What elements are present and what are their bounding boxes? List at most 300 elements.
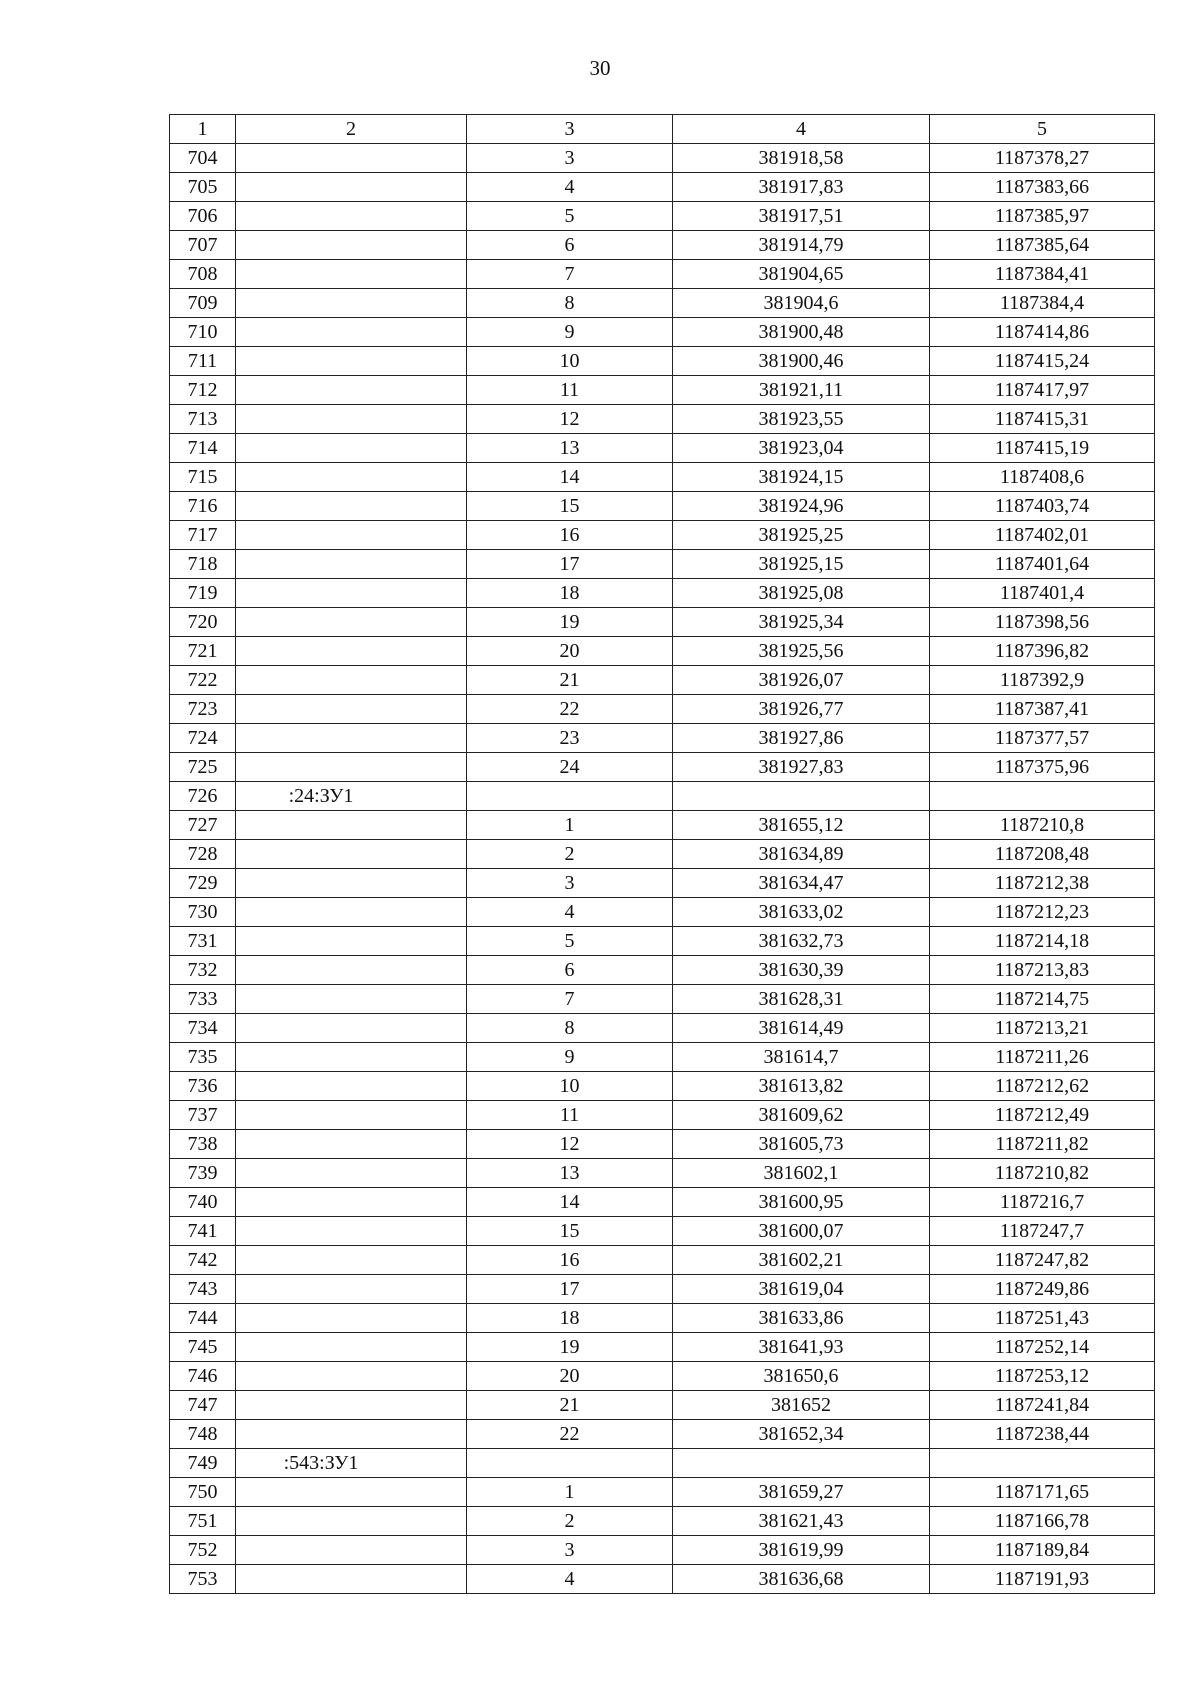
table-row (170, 1130, 1155, 1159)
row-number-cell: 707 (170, 231, 236, 260)
y-coordinate-cell: 1187403,74 (930, 492, 1155, 521)
y-coordinate-cell: 1187398,56 (930, 608, 1155, 637)
parcel-label-cell (236, 260, 467, 289)
table-row (170, 753, 1155, 782)
y-coordinate-cell: 1187211,82 (930, 1130, 1155, 1159)
y-coordinate-cell: 1187189,84 (930, 1536, 1155, 1565)
x-coordinate-cell: 381655,12 (673, 811, 930, 840)
table-row (170, 1304, 1155, 1333)
x-coordinate-cell: 381923,55 (673, 405, 930, 434)
parcel-label-cell (236, 318, 467, 347)
y-coordinate-cell: 1187249,86 (930, 1275, 1155, 1304)
table-row (170, 1565, 1155, 1594)
parcel-label-cell (236, 1246, 467, 1275)
point-number-cell: 18 (467, 579, 673, 608)
row-number-cell: 717 (170, 521, 236, 550)
x-coordinate-cell: 381630,39 (673, 956, 930, 985)
parcel-label-cell (236, 1072, 467, 1101)
row-number-cell: 739 (170, 1159, 236, 1188)
point-number-cell: 13 (467, 1159, 673, 1188)
point-number-cell: 17 (467, 550, 673, 579)
y-coordinate-cell: 1187401,64 (930, 550, 1155, 579)
table-row (170, 260, 1155, 289)
point-number-cell: 4 (467, 898, 673, 927)
x-coordinate-cell: 381619,99 (673, 1536, 930, 1565)
y-coordinate-cell (930, 782, 1155, 811)
point-number-cell: 19 (467, 1333, 673, 1362)
row-number-cell: 731 (170, 927, 236, 956)
parcel-label-cell (236, 434, 467, 463)
y-coordinate-cell: 1187212,49 (930, 1101, 1155, 1130)
point-number-cell: 14 (467, 463, 673, 492)
table-body (170, 144, 1155, 1594)
parcel-label-cell (236, 753, 467, 782)
table-row (170, 1536, 1155, 1565)
y-coordinate-cell: 1187377,57 (930, 724, 1155, 753)
y-coordinate-cell (930, 1449, 1155, 1478)
row-number-cell: 716 (170, 492, 236, 521)
parcel-label-cell (236, 1507, 467, 1536)
point-number-cell: 9 (467, 318, 673, 347)
y-coordinate-cell: 1187384,41 (930, 260, 1155, 289)
point-number-cell: 5 (467, 927, 673, 956)
column-header-1: 1 (170, 115, 236, 144)
table-row (170, 1333, 1155, 1362)
y-coordinate-cell: 1187385,97 (930, 202, 1155, 231)
y-coordinate-cell: 1187415,24 (930, 347, 1155, 376)
x-coordinate-cell: 381600,07 (673, 1217, 930, 1246)
row-number-cell: 750 (170, 1478, 236, 1507)
row-number-cell: 733 (170, 985, 236, 1014)
point-number-cell: 18 (467, 1304, 673, 1333)
point-number-cell: 17 (467, 1275, 673, 1304)
x-coordinate-cell: 381634,47 (673, 869, 930, 898)
row-number-cell: 736 (170, 1072, 236, 1101)
row-number-cell: 705 (170, 173, 236, 202)
row-number-cell: 734 (170, 1014, 236, 1043)
point-number-cell: 3 (467, 869, 673, 898)
parcel-label-cell (236, 724, 467, 753)
column-header-5: 5 (930, 115, 1155, 144)
row-number-cell: 729 (170, 869, 236, 898)
row-number-cell: 720 (170, 608, 236, 637)
parcel-label-cell (236, 1043, 467, 1072)
y-coordinate-cell: 1187384,4 (930, 289, 1155, 318)
row-number-cell: 714 (170, 434, 236, 463)
row-number-cell: 722 (170, 666, 236, 695)
point-number-cell: 6 (467, 231, 673, 260)
row-number-cell: 709 (170, 289, 236, 318)
point-number-cell: 19 (467, 608, 673, 637)
table-row (170, 173, 1155, 202)
row-number-cell: 727 (170, 811, 236, 840)
parcel-label-cell (236, 1304, 467, 1333)
parcel-label-cell (236, 1159, 467, 1188)
point-number-cell: 13 (467, 434, 673, 463)
table-row (170, 144, 1155, 173)
row-number-cell: 732 (170, 956, 236, 985)
table-row (170, 637, 1155, 666)
y-coordinate-cell: 1187378,27 (930, 144, 1155, 173)
table-row (170, 1391, 1155, 1420)
x-coordinate-cell: 381613,82 (673, 1072, 930, 1101)
point-number-cell: 14 (467, 1188, 673, 1217)
row-number-cell: 715 (170, 463, 236, 492)
parcel-label-cell (236, 347, 467, 376)
table-row (170, 608, 1155, 637)
x-coordinate-cell: 381904,65 (673, 260, 930, 289)
row-number-cell: 749 (170, 1449, 236, 1478)
table-row (170, 1449, 1155, 1478)
parcel-label-cell (236, 463, 467, 492)
x-coordinate-cell: 381632,73 (673, 927, 930, 956)
table-row (170, 869, 1155, 898)
row-number-cell: 712 (170, 376, 236, 405)
row-number-cell: 753 (170, 1565, 236, 1594)
parcel-label-cell (236, 1565, 467, 1594)
x-coordinate-cell: 381926,77 (673, 695, 930, 724)
point-number-cell: 6 (467, 956, 673, 985)
table-row (170, 550, 1155, 579)
parcel-label-cell (236, 1275, 467, 1304)
x-coordinate-cell: 381924,96 (673, 492, 930, 521)
row-number-cell: 748 (170, 1420, 236, 1449)
point-number-cell: 9 (467, 1043, 673, 1072)
y-coordinate-cell: 1187214,75 (930, 985, 1155, 1014)
point-number-cell: 16 (467, 521, 673, 550)
point-number-cell: 7 (467, 985, 673, 1014)
page-number: 30 (589, 56, 611, 80)
y-coordinate-cell: 1187396,82 (930, 637, 1155, 666)
x-coordinate-cell: 381900,46 (673, 347, 930, 376)
y-coordinate-cell: 1187191,93 (930, 1565, 1155, 1594)
y-coordinate-cell: 1187213,21 (930, 1014, 1155, 1043)
point-number-cell: 5 (467, 202, 673, 231)
table-row (170, 956, 1155, 985)
table-row (170, 927, 1155, 956)
point-number-cell: 1 (467, 811, 673, 840)
x-coordinate-cell: 381927,86 (673, 724, 930, 753)
x-coordinate-cell: 381619,04 (673, 1275, 930, 1304)
x-coordinate-cell: 381925,34 (673, 608, 930, 637)
y-coordinate-cell: 1187213,83 (930, 956, 1155, 985)
point-number-cell: 12 (467, 405, 673, 434)
point-number-cell: 2 (467, 1507, 673, 1536)
x-coordinate-cell: 381925,08 (673, 579, 930, 608)
point-number-cell: 22 (467, 695, 673, 724)
parcel-label-cell (236, 1333, 467, 1362)
row-number-cell: 725 (170, 753, 236, 782)
table-row (170, 434, 1155, 463)
parcel-label-cell (236, 840, 467, 869)
y-coordinate-cell: 1187385,64 (930, 231, 1155, 260)
y-coordinate-cell: 1187402,01 (930, 521, 1155, 550)
table-row (170, 782, 1155, 811)
row-number-cell: 746 (170, 1362, 236, 1391)
parcel-label-cell (236, 1478, 467, 1507)
table-row (170, 1072, 1155, 1101)
table-row (170, 666, 1155, 695)
point-number-cell: 21 (467, 666, 673, 695)
table-row (170, 318, 1155, 347)
x-coordinate-cell: 381614,7 (673, 1043, 930, 1072)
row-number-cell: 706 (170, 202, 236, 231)
x-coordinate-cell: 381602,21 (673, 1246, 930, 1275)
parcel-label-cell (236, 1420, 467, 1449)
row-number-cell: 718 (170, 550, 236, 579)
x-coordinate-cell: 381927,83 (673, 753, 930, 782)
point-number-cell: 23 (467, 724, 673, 753)
row-number-cell: 713 (170, 405, 236, 434)
point-number-cell: 2 (467, 840, 673, 869)
table-row (170, 231, 1155, 260)
table-row (170, 1275, 1155, 1304)
y-coordinate-cell: 1187241,84 (930, 1391, 1155, 1420)
parcel-label-cell (236, 405, 467, 434)
point-number-cell: 22 (467, 1420, 673, 1449)
point-number-cell (467, 1449, 673, 1478)
y-coordinate-cell: 1187408,6 (930, 463, 1155, 492)
parcel-label-cell: :24:ЗУ1 (236, 782, 467, 811)
y-coordinate-cell: 1187171,65 (930, 1478, 1155, 1507)
x-coordinate-cell: 381614,49 (673, 1014, 930, 1043)
table-row (170, 724, 1155, 753)
parcel-label-cell (236, 898, 467, 927)
x-coordinate-cell: 381609,62 (673, 1101, 930, 1130)
y-coordinate-cell: 1187253,12 (930, 1362, 1155, 1391)
y-coordinate-cell: 1187247,82 (930, 1246, 1155, 1275)
x-coordinate-cell: 381602,1 (673, 1159, 930, 1188)
y-coordinate-cell: 1187392,9 (930, 666, 1155, 695)
parcel-label-cell (236, 492, 467, 521)
row-number-cell: 710 (170, 318, 236, 347)
x-coordinate-cell: 381659,27 (673, 1478, 930, 1507)
point-number-cell: 8 (467, 289, 673, 318)
row-number-cell: 747 (170, 1391, 236, 1420)
y-coordinate-cell: 1187417,97 (930, 376, 1155, 405)
y-coordinate-cell: 1187415,19 (930, 434, 1155, 463)
y-coordinate-cell: 1187212,23 (930, 898, 1155, 927)
point-number-cell: 11 (467, 1101, 673, 1130)
table-row (170, 1217, 1155, 1246)
point-number-cell: 3 (467, 144, 673, 173)
point-number-cell: 11 (467, 376, 673, 405)
parcel-label-cell: :543:ЗУ1 (236, 1449, 467, 1478)
y-coordinate-cell: 1187401,4 (930, 579, 1155, 608)
parcel-label-cell (236, 927, 467, 956)
parcel-label-cell (236, 637, 467, 666)
point-number-cell: 21 (467, 1391, 673, 1420)
x-coordinate-cell: 381633,02 (673, 898, 930, 927)
point-number-cell: 8 (467, 1014, 673, 1043)
column-header-3: 3 (467, 115, 673, 144)
table-row (170, 1159, 1155, 1188)
table-row (170, 289, 1155, 318)
column-header-4: 4 (673, 115, 930, 144)
table-row (170, 1478, 1155, 1507)
x-coordinate-cell: 381917,51 (673, 202, 930, 231)
point-number-cell: 7 (467, 260, 673, 289)
table-row (170, 579, 1155, 608)
parcel-label-cell (236, 1391, 467, 1420)
parcel-label-cell (236, 956, 467, 985)
parcel-label-cell (236, 144, 467, 173)
point-number-cell: 12 (467, 1130, 673, 1159)
row-number-cell: 730 (170, 898, 236, 927)
parcel-label-cell (236, 579, 467, 608)
y-coordinate-cell: 1187211,26 (930, 1043, 1155, 1072)
y-coordinate-cell: 1187383,66 (930, 173, 1155, 202)
x-coordinate-cell: 381925,15 (673, 550, 930, 579)
row-number-cell: 740 (170, 1188, 236, 1217)
table-row (170, 1188, 1155, 1217)
x-coordinate-cell: 381633,86 (673, 1304, 930, 1333)
point-number-cell: 10 (467, 1072, 673, 1101)
parcel-label-cell (236, 1362, 467, 1391)
row-number-cell: 704 (170, 144, 236, 173)
row-number-cell: 751 (170, 1507, 236, 1536)
row-number-cell: 743 (170, 1275, 236, 1304)
parcel-label-cell (236, 231, 467, 260)
table-row (170, 840, 1155, 869)
y-coordinate-cell: 1187166,78 (930, 1507, 1155, 1536)
x-coordinate-cell: 381650,6 (673, 1362, 930, 1391)
row-number-cell: 744 (170, 1304, 236, 1333)
parcel-label-cell (236, 1101, 467, 1130)
parcel-label-cell (236, 666, 467, 695)
y-coordinate-cell: 1187387,41 (930, 695, 1155, 724)
x-coordinate-cell: 381917,83 (673, 173, 930, 202)
row-number-cell: 719 (170, 579, 236, 608)
parcel-label-cell (236, 608, 467, 637)
row-number-cell: 728 (170, 840, 236, 869)
point-number-cell: 15 (467, 492, 673, 521)
parcel-label-cell (236, 376, 467, 405)
y-coordinate-cell: 1187208,48 (930, 840, 1155, 869)
table-row (170, 347, 1155, 376)
point-number-cell: 20 (467, 637, 673, 666)
parcel-label-cell (236, 1188, 467, 1217)
y-coordinate-cell: 1187210,8 (930, 811, 1155, 840)
row-number-cell: 745 (170, 1333, 236, 1362)
x-coordinate-cell: 381900,48 (673, 318, 930, 347)
row-number-cell: 737 (170, 1101, 236, 1130)
table-row (170, 1043, 1155, 1072)
table-row (170, 1014, 1155, 1043)
row-number-cell: 711 (170, 347, 236, 376)
x-coordinate-cell: 381914,79 (673, 231, 930, 260)
row-number-cell: 724 (170, 724, 236, 753)
x-coordinate-cell: 381924,15 (673, 463, 930, 492)
point-number-cell: 15 (467, 1217, 673, 1246)
table-row (170, 202, 1155, 231)
parcel-label-cell (236, 695, 467, 724)
y-coordinate-cell: 1187252,14 (930, 1333, 1155, 1362)
x-coordinate-cell: 381921,11 (673, 376, 930, 405)
x-coordinate-cell: 381652,34 (673, 1420, 930, 1449)
y-coordinate-cell: 1187375,96 (930, 753, 1155, 782)
row-number-cell: 738 (170, 1130, 236, 1159)
parcel-label-cell (236, 521, 467, 550)
parcel-label-cell (236, 1014, 467, 1043)
y-coordinate-cell: 1187212,38 (930, 869, 1155, 898)
point-number-cell (467, 782, 673, 811)
point-number-cell: 10 (467, 347, 673, 376)
table-row (170, 811, 1155, 840)
x-coordinate-cell: 381600,95 (673, 1188, 930, 1217)
point-number-cell: 1 (467, 1478, 673, 1507)
x-coordinate-cell: 381605,73 (673, 1130, 930, 1159)
x-coordinate-cell: 381925,56 (673, 637, 930, 666)
parcel-label-cell (236, 550, 467, 579)
parcel-label-cell (236, 1536, 467, 1565)
x-coordinate-cell: 381634,89 (673, 840, 930, 869)
x-coordinate-cell (673, 1449, 930, 1478)
table-row (170, 1420, 1155, 1449)
y-coordinate-cell: 1187214,18 (930, 927, 1155, 956)
table-row (170, 1362, 1155, 1391)
parcel-label-cell (236, 1217, 467, 1246)
x-coordinate-cell (673, 782, 930, 811)
point-number-cell: 4 (467, 1565, 673, 1594)
table-row (170, 985, 1155, 1014)
point-number-cell: 3 (467, 1536, 673, 1565)
table-row (170, 1507, 1155, 1536)
y-coordinate-cell: 1187414,86 (930, 318, 1155, 347)
table-row (170, 695, 1155, 724)
y-coordinate-cell: 1187251,43 (930, 1304, 1155, 1333)
x-coordinate-cell: 381652 (673, 1391, 930, 1420)
column-header-2: 2 (236, 115, 467, 144)
x-coordinate-cell: 381641,93 (673, 1333, 930, 1362)
parcel-label-cell (236, 289, 467, 318)
row-number-cell: 742 (170, 1246, 236, 1275)
table-header-row (170, 115, 1155, 144)
x-coordinate-cell: 381636,68 (673, 1565, 930, 1594)
y-coordinate-cell: 1187238,44 (930, 1420, 1155, 1449)
y-coordinate-cell: 1187210,82 (930, 1159, 1155, 1188)
y-coordinate-cell: 1187247,7 (930, 1217, 1155, 1246)
row-number-cell: 726 (170, 782, 236, 811)
row-number-cell: 735 (170, 1043, 236, 1072)
point-number-cell: 4 (467, 173, 673, 202)
coordinates-table (169, 114, 1155, 1594)
x-coordinate-cell: 381926,07 (673, 666, 930, 695)
point-number-cell: 20 (467, 1362, 673, 1391)
row-number-cell: 723 (170, 695, 236, 724)
x-coordinate-cell: 381923,04 (673, 434, 930, 463)
y-coordinate-cell: 1187212,62 (930, 1072, 1155, 1101)
row-number-cell: 721 (170, 637, 236, 666)
point-number-cell: 16 (467, 1246, 673, 1275)
parcel-label-cell (236, 985, 467, 1014)
row-number-cell: 752 (170, 1536, 236, 1565)
row-number-cell: 741 (170, 1217, 236, 1246)
table-row (170, 376, 1155, 405)
point-number-cell: 24 (467, 753, 673, 782)
table-row (170, 898, 1155, 927)
table-row (170, 1246, 1155, 1275)
table-row (170, 521, 1155, 550)
parcel-label-cell (236, 202, 467, 231)
y-coordinate-cell: 1187216,7 (930, 1188, 1155, 1217)
x-coordinate-cell: 381925,25 (673, 521, 930, 550)
table-row (170, 492, 1155, 521)
table-row (170, 1101, 1155, 1130)
x-coordinate-cell: 381628,31 (673, 985, 930, 1014)
parcel-label-cell (236, 173, 467, 202)
table-row (170, 463, 1155, 492)
